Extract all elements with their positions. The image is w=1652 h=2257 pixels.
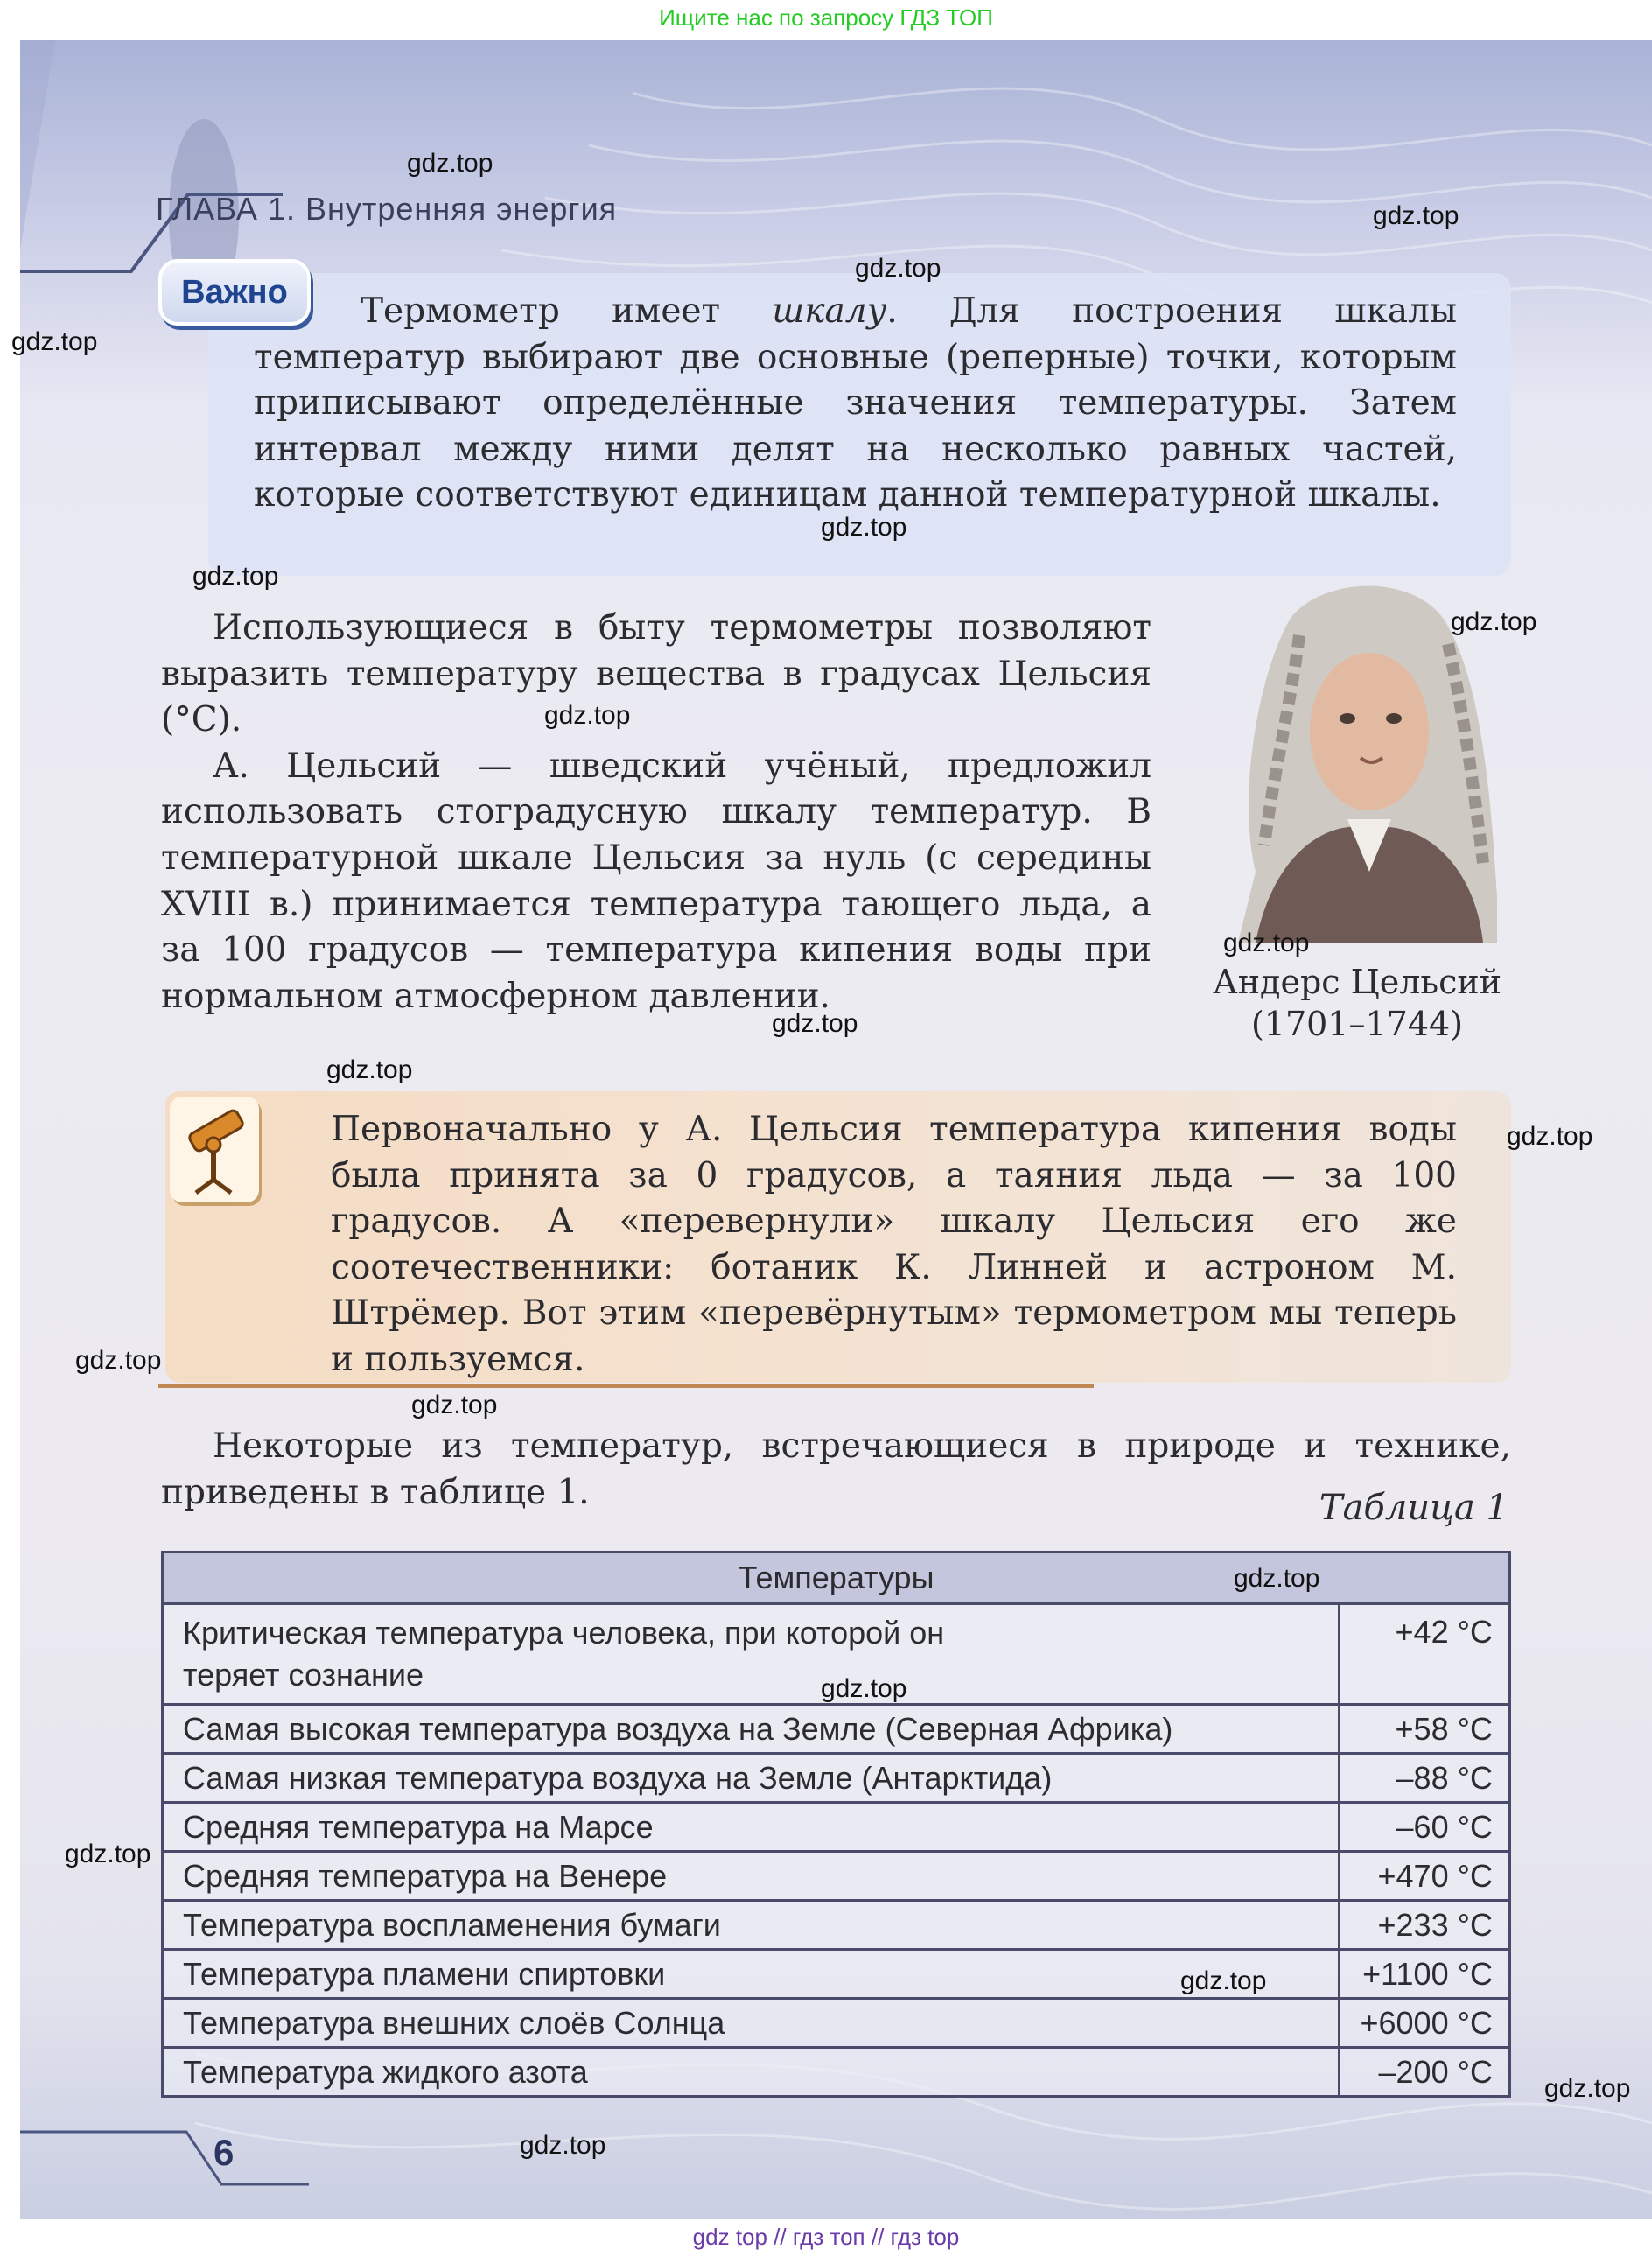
watermark: gdz.top bbox=[1507, 1122, 1593, 1151]
table-row bbox=[163, 1999, 1510, 2048]
watermark: gdz.top bbox=[1544, 2074, 1631, 2103]
table-row bbox=[163, 1705, 1510, 1754]
row-label: Средняя температура на Марсе bbox=[163, 1803, 1340, 1852]
important-text-start: Термометр имеет bbox=[360, 291, 773, 331]
note-text: Первоначально у А. Цельсия температура кипения воды была принята за 0 градусов, а таяния льда — за 100 градусов. А «перевернули» шкалу Цельсия его же соотечественники: ботаник К. Линней и астроном М. Штрёмер. Вот этим «перевёрнутым» термометром мы теперь и пользуемся. bbox=[331, 1110, 1457, 1379]
table-row bbox=[163, 1852, 1510, 1901]
row-value: +233 °С bbox=[1340, 1901, 1510, 1950]
intro-text bbox=[161, 1424, 1511, 1516]
row-label: Температура воспламенения бумаги bbox=[163, 1901, 1340, 1950]
row-label: Температура пламени спиртовки bbox=[163, 1950, 1340, 1999]
watermark: gdz.top bbox=[1373, 201, 1460, 230]
table-row bbox=[163, 1803, 1510, 1852]
watermark: gdz.top bbox=[544, 701, 631, 730]
watermark: gdz.top bbox=[1180, 1966, 1267, 1995]
row-label: Самая высокая температура воздуха на Земле (Северная Африка) bbox=[163, 1705, 1340, 1754]
row-label: Температура внешних слоёв Солнца bbox=[163, 1999, 1340, 2048]
row-label: Критическая температура человека, при которой он теряет сознание bbox=[163, 1604, 1340, 1705]
telescope-icon bbox=[170, 1097, 259, 1202]
watermark: gdz.top bbox=[855, 254, 942, 283]
paragraph: Использующиеся в быту термометры позволяют выразить температуру вещества в градусах Цельсия (°С). bbox=[161, 608, 1152, 740]
row-label: Температура жидкого азота bbox=[163, 2048, 1340, 2097]
important-text-end: . Для построения шкалы температур выбирают две основные (реперные) точки, которым приписывают определённые значения температуры. Затем интервал между ними делят на несколько равных частей, которые соответствуют единицам данной температурной шкалы. bbox=[254, 291, 1457, 515]
table-row bbox=[163, 1950, 1510, 1999]
watermark: gdz.top bbox=[1234, 1564, 1320, 1593]
footer-links: gdz top // гдз топ // гдз top bbox=[692, 2224, 960, 2250]
watermark: gdz.top bbox=[772, 1009, 858, 1038]
row-value: –200 °С bbox=[1340, 2048, 1510, 2097]
row-value: +6000 °С bbox=[1340, 1999, 1510, 2048]
watermark: gdz.top bbox=[411, 1391, 498, 1419]
row-value: +42 °С bbox=[1340, 1604, 1510, 1705]
row-value: +470 °С bbox=[1340, 1852, 1510, 1901]
watermark: gdz.top bbox=[75, 1346, 162, 1375]
row-value: +58 °С bbox=[1340, 1705, 1510, 1754]
paragraph: А. Цельсий — шведский учёный, предложил использовать стоградусную шкалу температур. В температурной шкале Цельсия за нуль (с середины XVIII в.) принимается температура тающего льда, а за 100 градусов — температура кипения воды при нормальном атмосферном давлении. bbox=[161, 746, 1152, 1016]
table-header: Температуры bbox=[163, 1553, 1510, 1604]
table-row bbox=[163, 1754, 1510, 1803]
important-badge: Важно bbox=[158, 259, 311, 326]
row-value: –60 °С bbox=[1340, 1803, 1510, 1852]
main-text bbox=[161, 606, 1152, 1020]
row-value: –88 °С bbox=[1340, 1754, 1510, 1803]
important-text bbox=[254, 289, 1457, 519]
watermark: gdz.top bbox=[192, 562, 279, 591]
row-label: Самая низкая температура воздуха на Земле (Антарктида) bbox=[163, 1754, 1340, 1803]
watermark: gdz.top bbox=[11, 327, 98, 356]
row-value: +1100 °С bbox=[1340, 1950, 1510, 1999]
separator-line bbox=[158, 1384, 1094, 1388]
watermark: gdz.top bbox=[1223, 929, 1310, 957]
watermark: gdz.top bbox=[65, 1840, 151, 1868]
watermark: gdz.top bbox=[407, 149, 494, 178]
watermark: gdz.top bbox=[821, 1674, 907, 1703]
important-text-term: шкалу bbox=[772, 291, 887, 331]
watermark: gdz.top bbox=[326, 1055, 413, 1084]
portrait-years: (1701–1744) bbox=[1250, 1005, 1464, 1043]
table-row bbox=[163, 1901, 1510, 1950]
table-row bbox=[163, 2048, 1510, 2097]
temperatures-table bbox=[161, 1551, 1511, 2098]
watermark: gdz.top bbox=[1451, 607, 1537, 636]
intro-paragraph: Некоторые из температур, встречающиеся в природе и технике, приведены в таблице 1. bbox=[161, 1426, 1511, 1512]
watermark: gdz.top bbox=[821, 513, 907, 542]
top-banner: Ищите нас по запросу ГДЗ ТОП bbox=[659, 4, 993, 31]
row-label: Средняя температура на Венере bbox=[163, 1852, 1340, 1901]
page-number: 6 bbox=[214, 2132, 234, 2173]
chapter-title: ГЛАВА 1. Внутренняя энергия bbox=[156, 191, 618, 227]
watermark: gdz.top bbox=[520, 2131, 606, 2160]
portrait-name: Андерс Цельсий bbox=[1212, 963, 1502, 1001]
table-caption: Таблица 1 bbox=[1319, 1488, 1508, 1528]
